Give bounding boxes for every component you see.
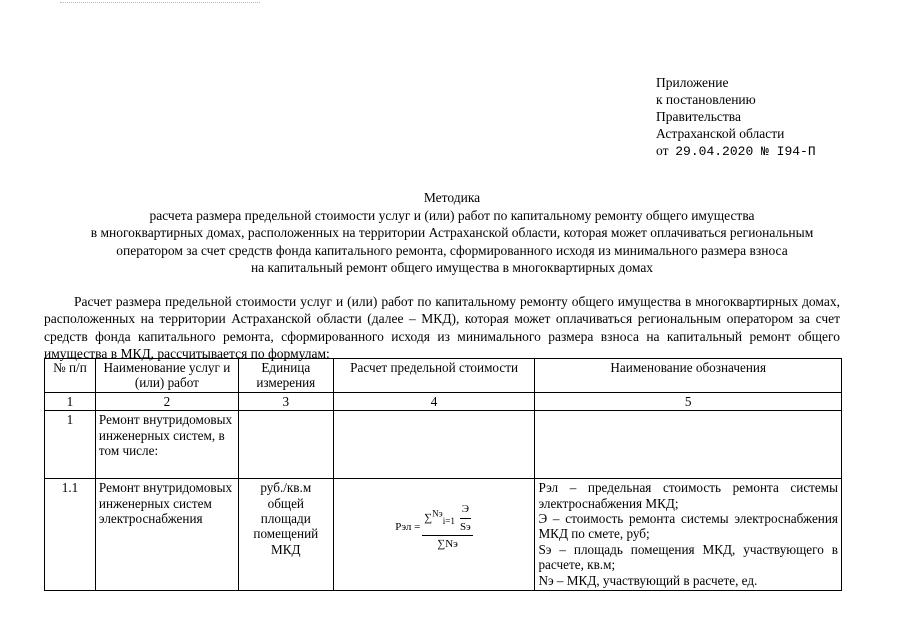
sum-lower: i=1 [442, 516, 455, 527]
work-name: Ремонт внутридомовых инженерных систем электроснабжения [95, 479, 238, 591]
formula-numerator: ∑$^{Nэ}_{i=1}$ $\frac{Э}{Sэ}$ [422, 502, 473, 536]
appendix-date-line [656, 142, 816, 160]
column-number: 2 [95, 392, 238, 410]
appendix-block [656, 74, 816, 160]
inner-denominator: Sэ [459, 520, 471, 533]
column-number: 1 [45, 392, 96, 410]
row-number: 1 [45, 411, 96, 479]
scan-artifact [60, 2, 260, 6]
formula-cell [333, 411, 535, 479]
header-cell: Наименование обозначения [535, 359, 842, 393]
table-row [45, 411, 842, 479]
header-cell: Наименование услуг и (или) работ [95, 359, 238, 393]
formula-cell [333, 479, 535, 591]
header-cell: Единица измерения [238, 359, 333, 393]
document-date: 29.04.2020 № I94-П [675, 144, 816, 159]
unit-cell: руб./кв.м общей площади помещений МКД [238, 479, 333, 591]
title-heading: Методика [423, 190, 481, 205]
description-cell [535, 479, 842, 591]
column-number: 5 [535, 392, 842, 410]
description-line: Sэ – площадь помещения МКД, участвующего в расчете, кв.м; [538, 541, 838, 573]
appendix-line: Правительства [656, 109, 741, 124]
formula-lhs: Pэл = [395, 520, 421, 533]
header-cell: № п/п [45, 359, 96, 393]
document-title [40, 189, 864, 277]
inner-numerator: Э [460, 502, 471, 518]
sum-upper: Nэ [432, 508, 443, 519]
formula-denominator: ∑Nэ [437, 538, 458, 551]
intro-text: Расчет размера предельной стоимости услуг и (или) работ по капитальному ремонту общего имущества в многоквартирных домах, расположенных на территории Астраханской области (далее – МКД), которая может оплачиваться региональным оператором за счет средств фонда капитального ремонта, сформированного исходя из минимального размера взноса на капитальный ремонт общего имущества в МКД, рассчитывается по формулам: [44, 294, 840, 362]
title-line: на капитальный ремонт общего имущества в многоквартирных домах [250, 260, 654, 276]
appendix-line: к постановлению [656, 92, 756, 107]
column-number: 3 [238, 392, 333, 410]
header-cell: Расчет предельной стоимости [333, 359, 535, 393]
date-prefix: от [656, 143, 669, 158]
description-line: Рэл – предельная стоимость ремонта системы электроснабжения МКД; [538, 480, 838, 511]
column-number-row [45, 392, 842, 410]
formula-fraction [422, 502, 473, 552]
column-number: 4 [333, 392, 535, 410]
row-number: 1.1 [45, 479, 96, 591]
title-line: расчета размера предельной стоимости услуг и (или) работ по капитальному ремонту общего имущества [149, 207, 755, 223]
work-name: Ремонт внутридомовых инженерных систем, в том числе: [95, 411, 238, 479]
calculation-table [44, 358, 842, 591]
title-line: оператором за счет средств фонда капитального ремонта, сформированного исходя из минимального размера взноса [116, 242, 788, 258]
table-row [45, 479, 842, 591]
description-cell [535, 411, 842, 479]
table-header-row [45, 359, 842, 393]
inner-fraction [460, 502, 471, 535]
intro-paragraph [44, 293, 840, 363]
appendix-line: Астраханской области [656, 126, 785, 141]
appendix-line: Приложение [656, 75, 729, 90]
title-line: в многоквартирных домах, расположенных на территории Астраханской области, которая может оплачиваться региональным [90, 225, 814, 241]
formula [337, 480, 532, 552]
unit-cell [238, 411, 333, 479]
description-line: Nэ – МКД, участвующий в расчете, ед. [538, 572, 758, 588]
description-line: Э – стоимость ремонта системы электроснабжения МКД по смете, руб; [538, 511, 838, 542]
